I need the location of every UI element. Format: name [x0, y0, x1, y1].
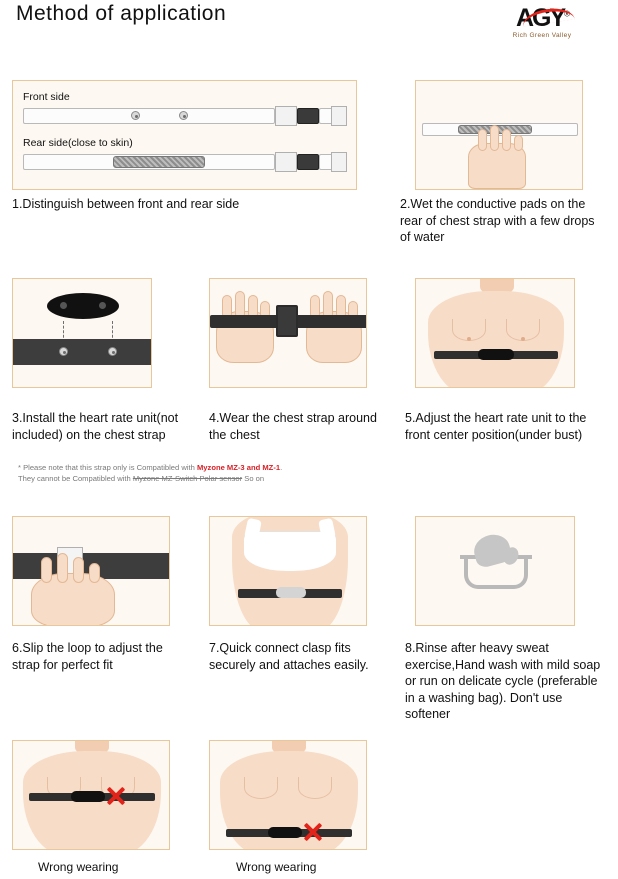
nipple-left [467, 337, 471, 341]
brand-logo [482, 6, 602, 39]
wrong2-bust-left [244, 777, 278, 799]
quick-connect-clasp [276, 305, 298, 337]
step-2-caption: 2.Wet the conductive pads on the rear of chest strap with a few drops of water [400, 197, 595, 244]
step-7-illustration [209, 516, 367, 626]
strap-right-segment [296, 315, 367, 328]
step-8-caption: 8.Rinse after heavy sweat exercise,Hand wash with mild soap or run on delicate cycle (preferable in a washing bag). Don't use softener [405, 641, 601, 721]
adjust-finger-4 [89, 563, 100, 583]
front-side-label: Front side [23, 91, 70, 103]
wrong-wearing-1-illustration [12, 740, 170, 850]
adjust-finger-1 [41, 557, 52, 583]
finger-2 [490, 125, 499, 151]
finger-3 [502, 129, 511, 151]
chest-strap-band [13, 339, 152, 365]
step-3-illustration [12, 278, 152, 388]
compatibility-note [18, 462, 398, 484]
note-compatible-models: Myzone MZ-3 and MZ-1 [196, 463, 281, 472]
brand-mark-text [516, 6, 568, 31]
strap-left-segment [210, 315, 286, 328]
step-1-illustration [12, 80, 357, 190]
front-snap-left [131, 111, 140, 120]
step-6-illustration [12, 516, 170, 626]
worn-heart-rate-unit [478, 349, 514, 360]
step-5-illustration [415, 278, 575, 388]
step-8-illustration [415, 516, 575, 626]
wrong-wearing-2-caption: Wrong wearing [236, 860, 317, 874]
unit-connector-right [99, 302, 106, 309]
clasp-graphic [276, 587, 306, 598]
finger-4 [514, 135, 523, 151]
note-line1-c: . [280, 463, 283, 472]
step-2-illustration [415, 80, 583, 190]
front-strap-band [23, 108, 275, 124]
brand-tagline: Rich Green Valley [512, 32, 572, 39]
front-keeper-loop [275, 106, 297, 126]
step-7-caption: 7.Quick connect clasp fits securely and attaches easily. [209, 641, 369, 672]
rear-side-label: Rear side(close to skin) [23, 137, 133, 149]
wrong-wearing-1-caption: Wrong wearing [38, 860, 119, 874]
adjust-finger-2 [57, 553, 68, 583]
adjust-finger-3 [73, 557, 84, 583]
wrong2-unit [268, 827, 302, 838]
page-title: Method of application [16, 2, 227, 25]
brand-name: AGY [515, 4, 565, 32]
torso-graphic [428, 291, 564, 388]
front-end-loop [331, 106, 347, 126]
x-mark-icon-2 [302, 821, 324, 843]
heart-rate-unit [47, 293, 119, 319]
rear-clasp [297, 154, 319, 170]
note-line2-a: They cannot be Compatibled with [18, 474, 133, 483]
unit-connector-left [60, 302, 67, 309]
front-clasp [297, 108, 319, 124]
step-1-caption: 1.Distinguish between front and rear side [12, 197, 240, 211]
strap-snap-right [108, 347, 117, 356]
note-line2-c: So on [242, 474, 265, 483]
registered-mark: ® [564, 9, 569, 19]
finger-1 [478, 129, 487, 151]
wrong-wearing-2-illustration [209, 740, 367, 850]
conductive-pad [113, 156, 205, 168]
rear-end-loop [331, 152, 347, 172]
step-6-caption: 6.Slip the loop to adjust the strap for perfect fit [12, 641, 163, 672]
wrong2-bust-right [298, 777, 332, 799]
note-incompatible-models: Myzone MZ-Switch Polar sensor [132, 474, 243, 483]
nipple-right [521, 337, 525, 341]
step-4-caption: 4.Wear the chest strap around the chest [209, 411, 377, 442]
front-snap-right [179, 111, 188, 120]
step-5-caption: 5.Adjust the heart rate unit to the front center position(under bust) [405, 411, 587, 442]
step-3-caption: 3.Install the heart rate unit(not included) on the chest strap [12, 411, 179, 442]
wrong1-unit [71, 791, 105, 802]
step-4-illustration [209, 278, 367, 388]
rear-keeper-loop [275, 152, 297, 172]
x-mark-icon [105, 785, 127, 807]
note-line1-a: * Please note that this strap only is Compatibled with [18, 463, 197, 472]
strap-snap-left [59, 347, 68, 356]
